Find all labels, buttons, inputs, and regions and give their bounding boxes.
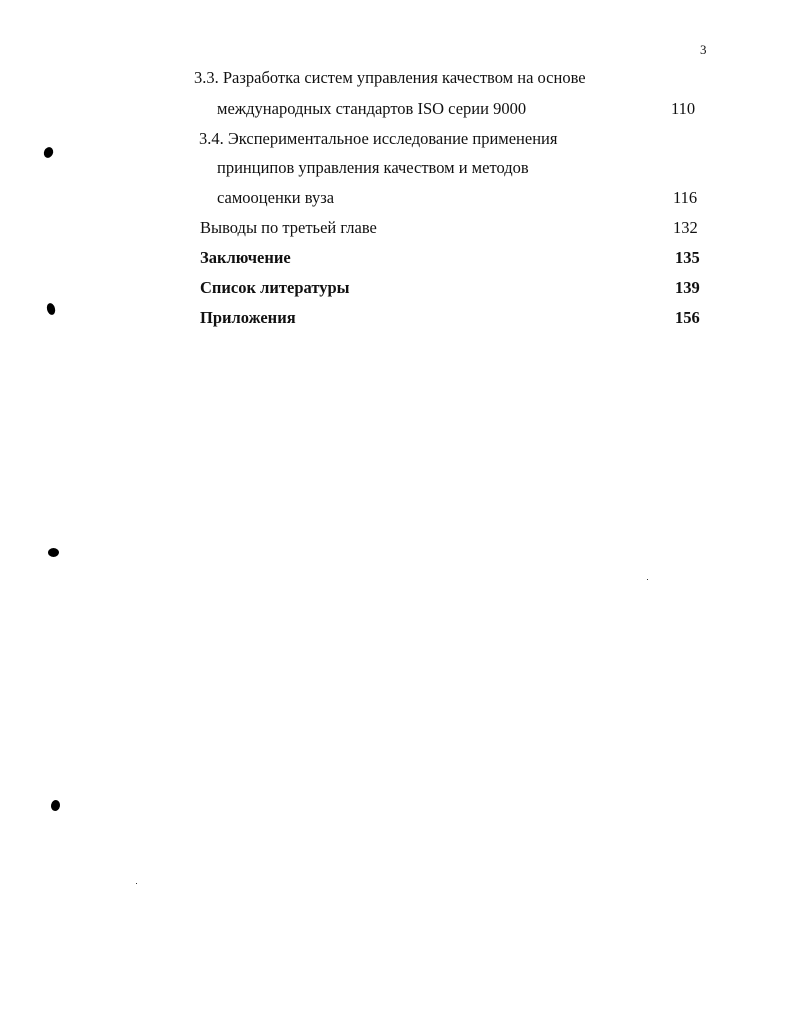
toc-entry-3-3-page: 110 <box>671 99 696 118</box>
toc-entry-chapter-conclusions-page: 132 <box>673 218 698 237</box>
toc-entry-conclusion-page: 135 <box>675 248 700 267</box>
toc-entry-bibliography-page: 139 <box>675 278 700 297</box>
toc-entry-chapter-conclusions: Выводы по третьей главе <box>200 218 377 237</box>
scan-speck <box>46 302 57 316</box>
toc-entry-3-4-page: 116 <box>673 188 698 207</box>
scan-dot <box>136 883 137 884</box>
scan-dot <box>647 579 648 580</box>
toc-entry-3-4-line-3: самооценки вуза <box>217 188 335 207</box>
toc-entry-3-3-line-2: международных стандартов ISO серии 9000 <box>217 99 527 118</box>
toc-entry-3-4-line-1: 3.4. Экспериментальное исследование применения <box>199 129 558 148</box>
scan-speck <box>50 799 61 811</box>
scan-speck <box>42 146 55 160</box>
scan-speck <box>48 548 59 557</box>
page-number: 3 <box>700 42 707 57</box>
toc-entry-bibliography: Список литературы <box>200 278 350 297</box>
toc-entry-appendices: Приложения <box>200 308 296 327</box>
toc-entry-appendices-page: 156 <box>675 308 700 327</box>
toc-entry-3-4-line-2: принципов управления качеством и методов <box>217 158 529 177</box>
toc-entry-conclusion: Заключение <box>200 248 291 267</box>
toc-entry-3-3-line-1: 3.3. Разработка систем управления качеством на основе <box>194 68 586 87</box>
